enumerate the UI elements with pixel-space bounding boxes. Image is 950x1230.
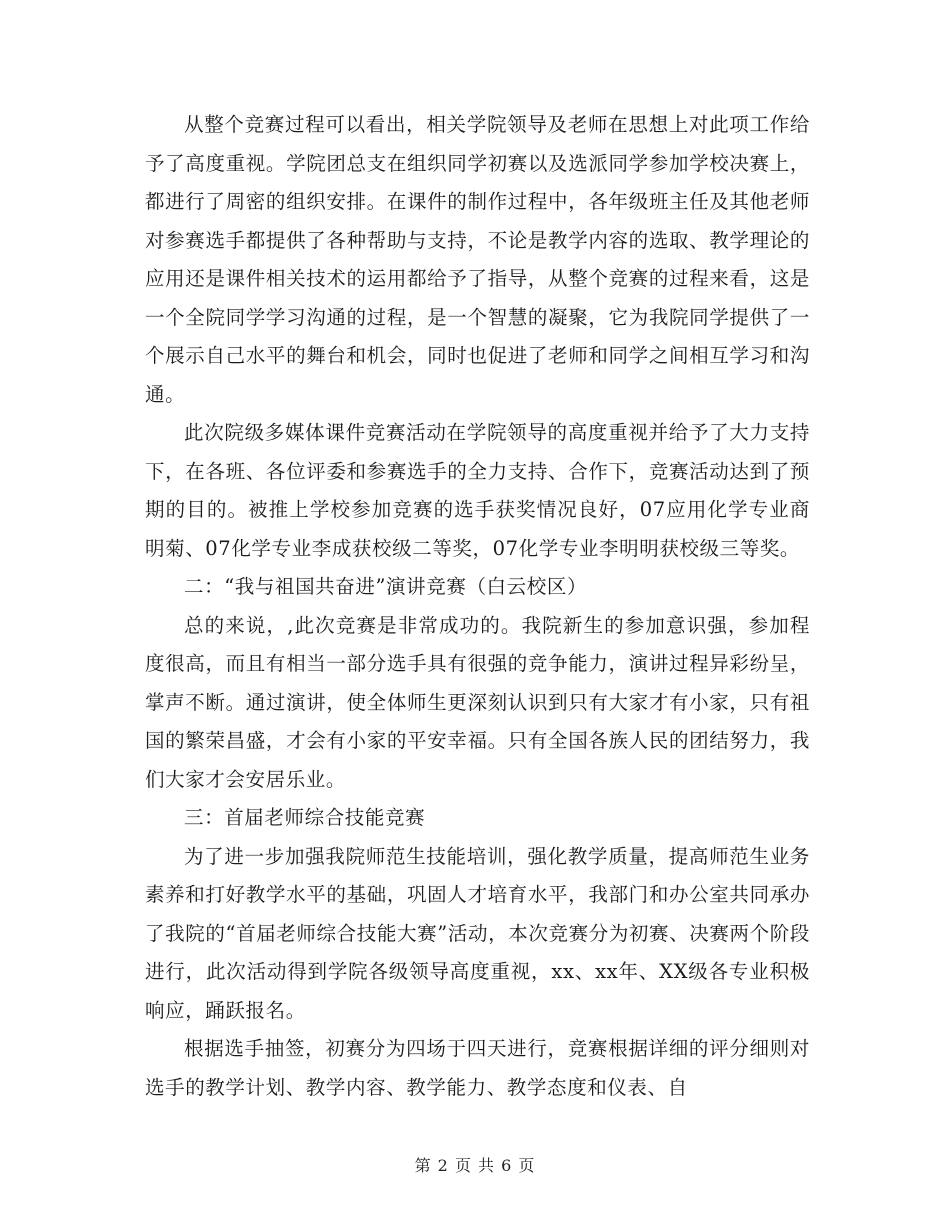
section-heading-teacher-skills: 三：首届老师综合技能竞赛 (184, 806, 426, 829)
paragraph-skills-purpose: 为了进一步加强我院师范生技能培训，强化教学质量，提高师范生业务素养和打好教学水平的基础，巩固人才培育水平，我部门和办公室共同承办了我院的“首届老师综合技能大赛”活动，本次竞赛分为初赛、决赛两个阶段进行，此次活动得到学院各级领导高度重视，xx、xx年、XX级各专业积极响应，踊跃报名。 (145, 844, 810, 1022)
paragraph-multimedia-results: 此次院级多媒体课件竞赛活动在学院领导的高度重视并给予了大力支持下，在各班、各位评委和参赛选手的全力支持、合作下，竞赛活动达到了预期的目的。被推上学校参加竞赛的选手获奖情况良好，07应用化学专业商明菊、07化学专业李成获校级二等奖，07化学专业李明明获校级三等奖。 (145, 421, 810, 560)
section-heading-speech-contest: 二：“我与祖国共奋进”演讲竞赛（白云校区） (184, 575, 588, 598)
paragraph-competition-review: 从整个竞赛过程可以看出，相关学院领导及老师在思想上对此项工作给予了高度重视。学院团总支在组织同学初赛以及选派同学参加学校决赛上，都进行了周密的组织安排。在课件的制作过程中，各年级班主任及其他老师对参赛选手都提供了各种帮助与支持，不论是教学内容的选取、教学理论的应用还是课件相关技术的运用都给予了指导，从整个竞赛的过程来看，这是一个全院同学学习沟通的过程，是一个智慧的凝聚，它为我院同学提供了一个展示自己水平的舞台和机会，同时也促进了老师和同学之间相互学习和沟通。 (145, 113, 810, 406)
document-body (145, 106, 810, 1107)
paragraph-preliminary-rounds: 根据选手抽签，初赛分为四场于四天进行，竞赛根据详细的评分细则对选手的教学计划、教学内容、教学能力、教学态度和仪表、自 (145, 1037, 810, 1099)
page-number-footer: 第 2 页 共 6 页 (414, 1156, 536, 1175)
paragraph-speech-summary: 总的来说，,此次竞赛是非常成功的。我院新生的参加意识强，参加程度很高，而且有相当一部分选手具有很强的竞争能力，演讲过程异彩纷呈，掌声不断。通过演讲，使全体师生更深刻认识到只有大家才有小家，只有祖国的繁荣昌盛，才会有小家的平安幸福。只有全国各族人民的团结努力，我们大家才会安居乐业。 (145, 613, 810, 791)
